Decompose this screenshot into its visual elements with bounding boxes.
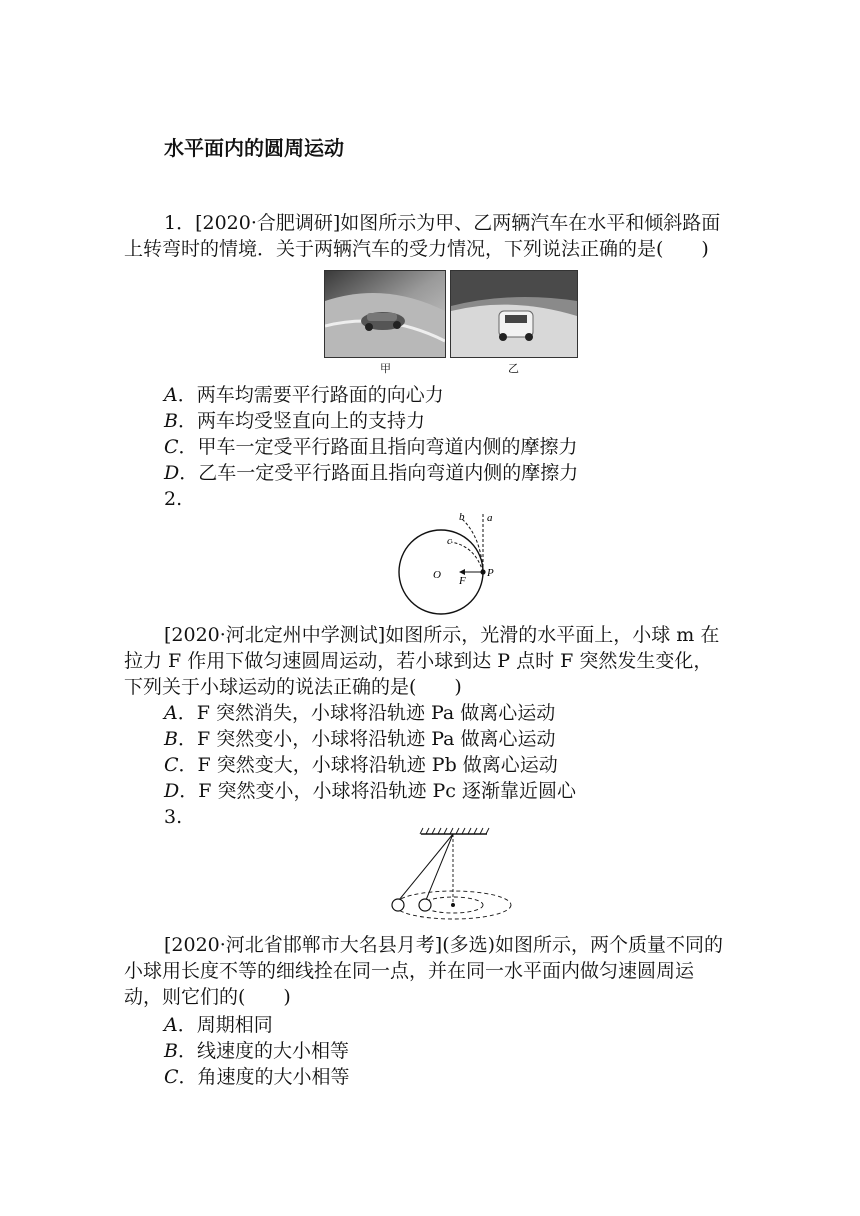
q3-line1: [2020·河北省邯郸市大名县月考](多选)如图所示，两个质量不同的 [164, 934, 724, 956]
q2-option-b: B．F 突然变小，小球将沿轨迹 Pa 做离心运动 [164, 728, 556, 750]
q2-line1: [2020·河北定州中学测试]如图所示，光滑的水平面上，小球 m 在 [164, 624, 720, 646]
q3-option-a: A．周期相同 [164, 1014, 273, 1036]
q1-line2: 上转弯时的情境．关于两辆汽车的受力情况，下列说法正确的是( ) [124, 238, 709, 260]
section-heading: 水平面内的圆周运动 [164, 136, 344, 160]
q2-option-c: C．F 突然变大，小球将沿轨迹 Pb 做离心运动 [164, 754, 558, 776]
label-a: a [487, 512, 493, 524]
car-photo-right [450, 270, 578, 358]
q2-line3: 下列关于小球运动的说法正确的是( ) [124, 676, 462, 698]
q1-line1: 1．[2020·合肥调研]如图所示为甲、乙两辆汽车在水平和倾斜路面 [164, 212, 721, 234]
q1-option-c: C．甲车一定受平行路面且指向弯道内侧的摩擦力 [164, 436, 578, 458]
label-o: O [433, 569, 441, 581]
q2-line2: 拉力 F 作用下做匀速圆周运动，若小球到达 P 点时 F 突然发生变化， [124, 650, 713, 672]
q1-option-b: B．两车均受竖直向上的支持力 [164, 410, 425, 432]
q3-option-b: B．线速度的大小相等 [164, 1040, 349, 1062]
q2-option-a: A．F 突然消失，小球将沿轨迹 Pa 做离心运动 [164, 702, 556, 724]
q2-number: 2. [164, 488, 183, 510]
circular-motion-diagram [395, 506, 515, 618]
q3-option-c: C．角速度的大小相等 [164, 1066, 350, 1088]
car-photo-left [324, 270, 446, 358]
q3-line2: 小球用长度不等的细线拴在同一点，并在同一水平面内做匀速圆周运 [124, 960, 695, 982]
caption-left: 甲 [380, 362, 391, 375]
label-f: F [459, 575, 466, 587]
caption-right: 乙 [508, 362, 519, 375]
q3-line3: 动，则它们的( ) [124, 986, 291, 1008]
q1-option-a: A．两车均需要平行路面的向心力 [164, 384, 444, 406]
q3-number: 3. [164, 806, 183, 828]
conical-pendulum-diagram [385, 826, 520, 922]
label-c: c [447, 535, 452, 547]
label-p: P [487, 567, 494, 579]
q1-option-d: D．乙车一定受平行路面且指向弯道内侧的摩擦力 [164, 462, 579, 484]
label-b: b [459, 511, 465, 523]
q2-option-d: D．F 突然变小，小球将沿轨迹 Pc 逐渐靠近圆心 [164, 780, 576, 802]
